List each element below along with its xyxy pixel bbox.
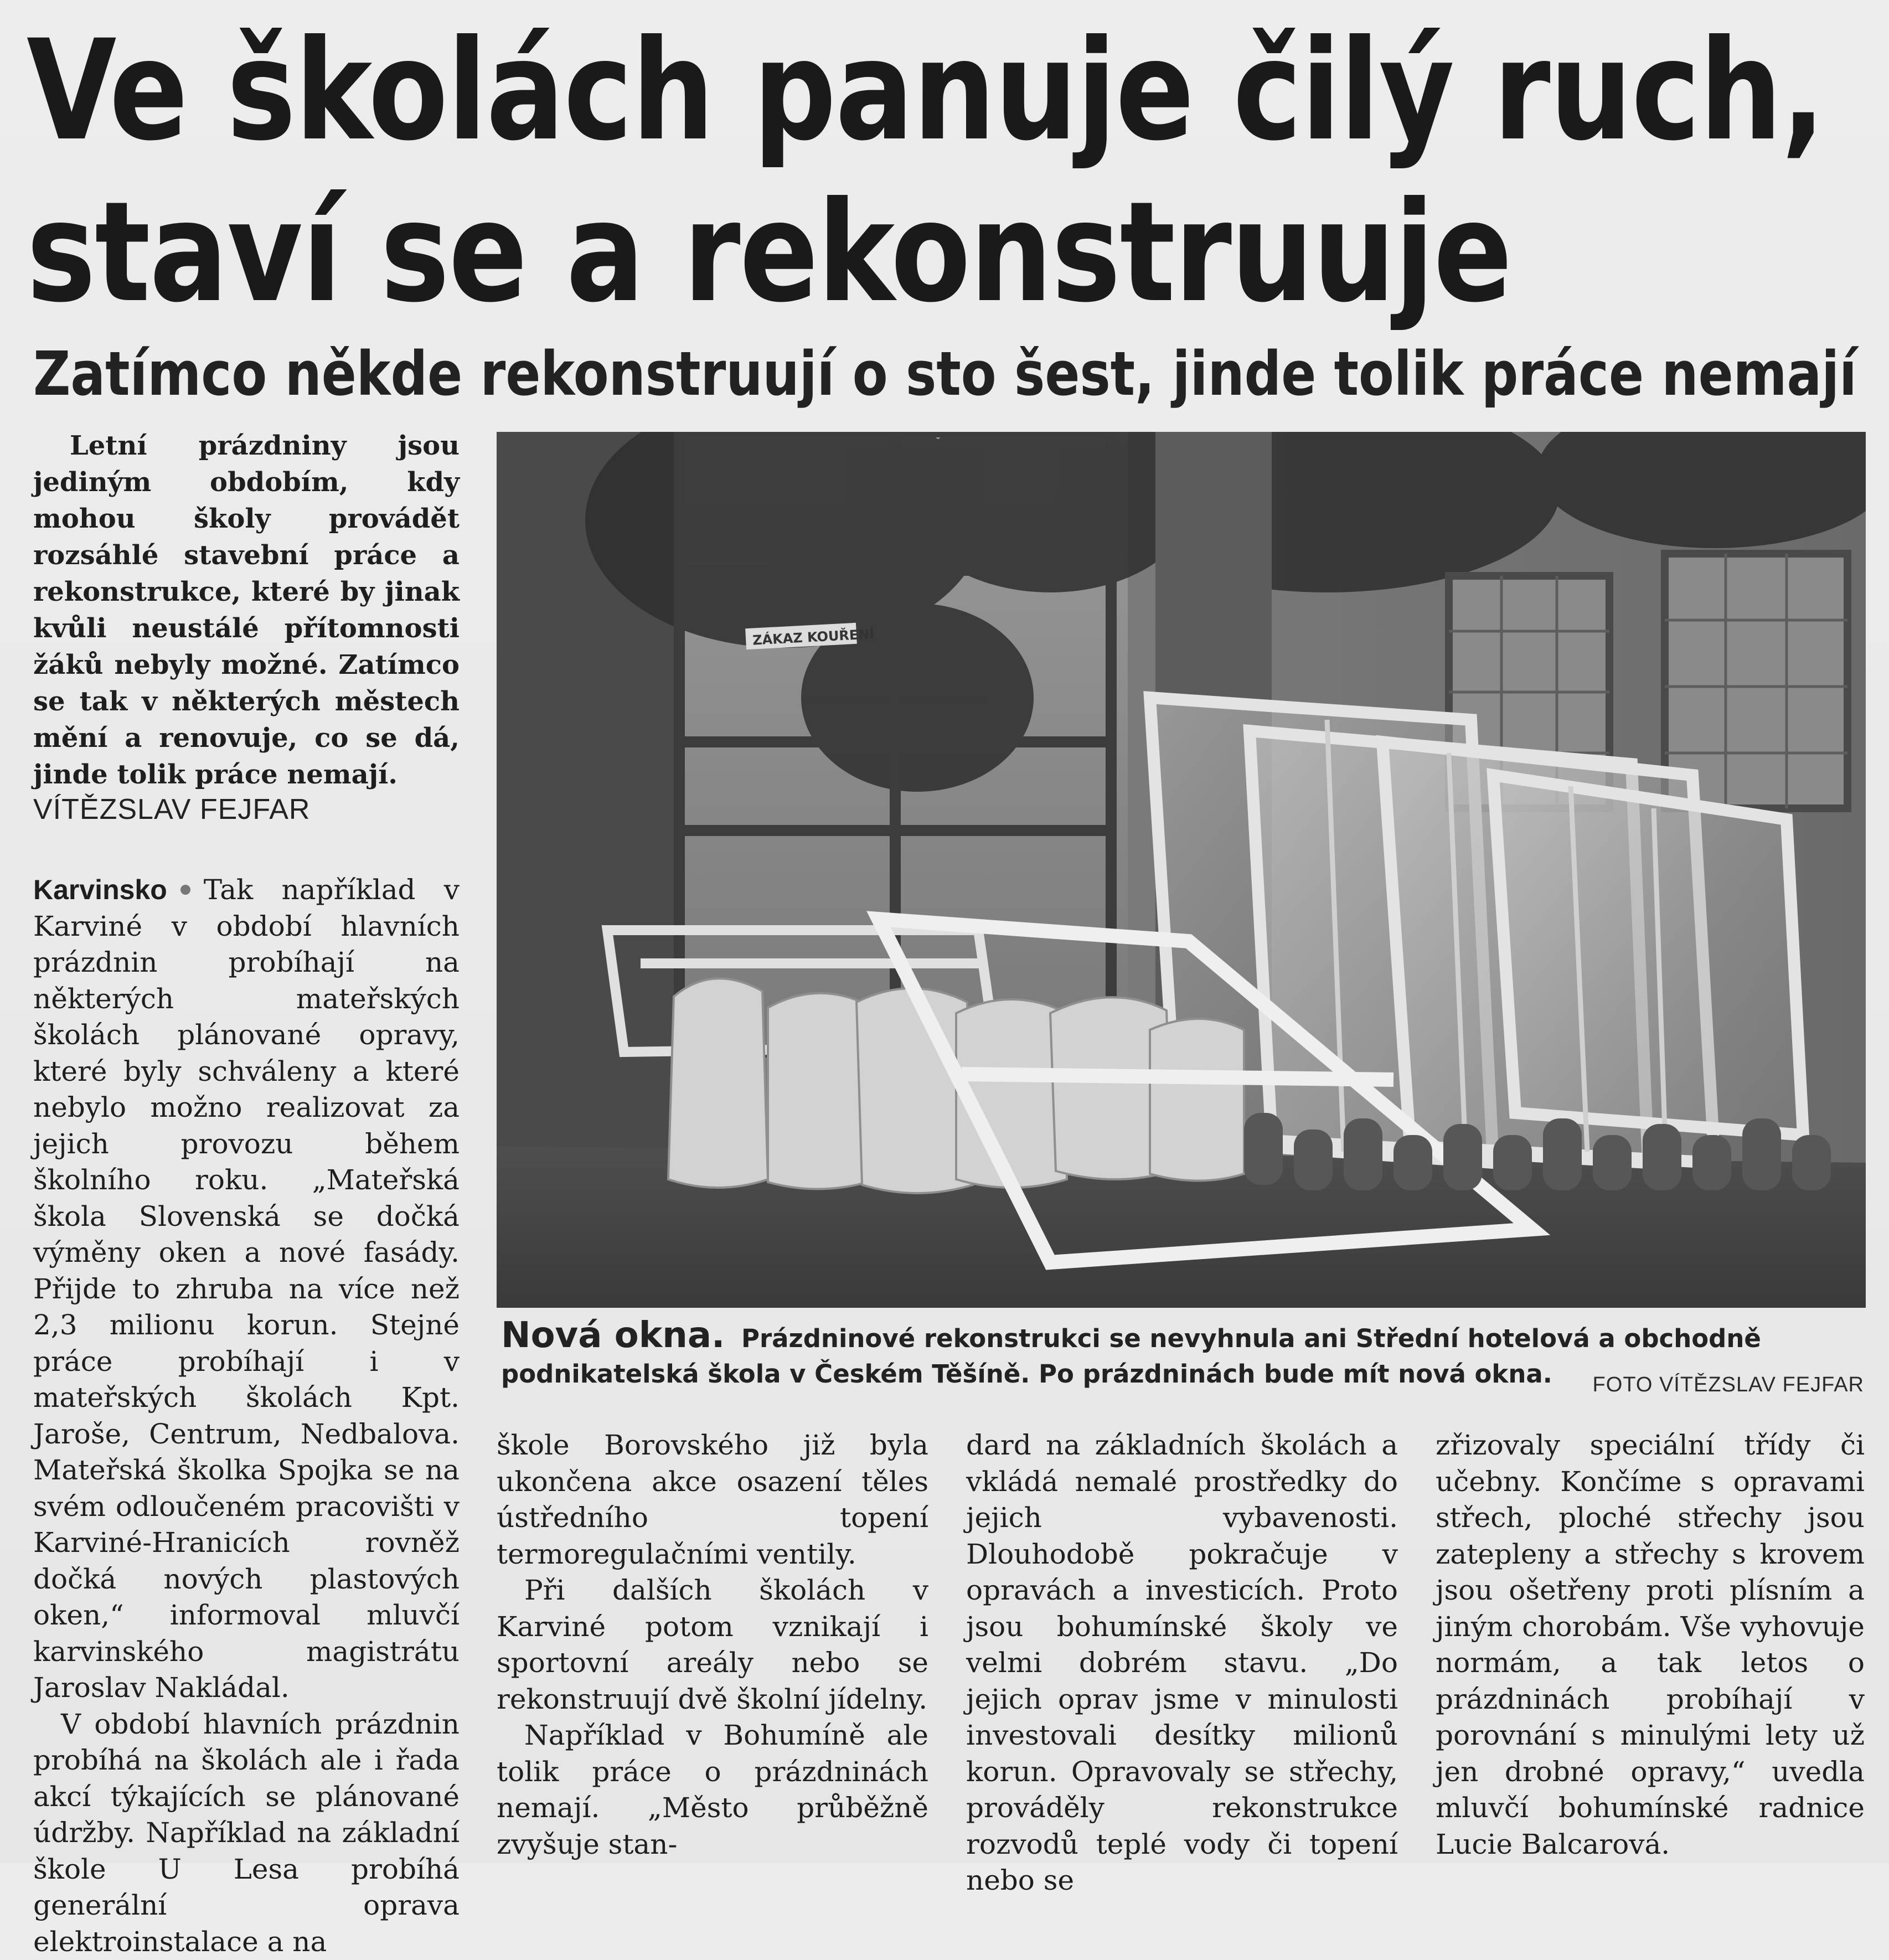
bullet-dot-icon [180,885,190,895]
headline-line-2: staví se a rekonstruuje [27,172,1571,333]
column-1-text-1: Tak například v Karviné v období hlavních prázdnin probíhají na některých mateřských školách plánované opravy, které byly schváleny a které nebylo možno realizovat za jejich provozu během školního roku. „Mateřská škola Slovenská se dočká výměny oken a nové fasády. Přijde to zhruba na více než 2,3 milionu korun. Stejné práce probíhají i v mateřských školách Kpt. Jaroše, Centrum, Nedbalova. Mateřská školka Spojka se na svém odloučeném pracovišti v Karviné-Hranicích rovněž dočká nových plastových oken,“ informoval mluvčí karvinského magistrátu Jaroslav Nakládal. [33,874,460,1704]
column-1-paragraph-2: V období hlavních prázdnin probíhá na školách ale i řada akcí týkajících se plánované údržby. Například na základní škole U Lesa probíhá generální oprava elektroinstalace a na [33,1706,460,1960]
headline-line-1: Ve školách panuje čilý ruch, [27,10,1571,172]
photo-new-windows [497,432,1866,1308]
article-column-1 [33,872,460,1960]
dateline: Karvinsko [33,874,167,905]
caption-text: Prázdninové rekonstrukci se nevyhnula ani Střední hotelová a obchodně podnikatelská škola v Českém Těšíně. Po prázdninách bude mít nová okna. [501,1324,1761,1389]
subheadline: Zatímco někde rekonstruují o sto šest, jinde tolik práce nemají [33,338,1857,410]
article-column-3 [966,1427,1398,1899]
article-column-2 [497,1427,928,1863]
article-column-4 [1436,1427,1865,1863]
column-2-paragraph-3: Například v Bohumíně ale tolik práce o prázdninách nemají. „Město průběžně zvyšuje stan- [497,1717,928,1863]
no-smoking-sign: ZÁKAZ KOUŘENÍ [752,626,874,648]
headline [27,10,1571,333]
column-2-paragraph-2: Při dalších školách v Karviné potom vznikají i sportovní areály nebo se rekonstruují dvě školní jídelny. [497,1572,928,1717]
column-2-paragraph-1: škole Borovského již byla ukončena akce osazení těles ústředního topení termoregulačními ventily. [497,1427,928,1572]
caption-title: Nová okna. [501,1315,725,1356]
column-3-paragraph-1: dard na základních školách a vkládá nemalé prostředky do jejich vybavenosti. Dlouhodobě pokračuje v opravách a investicích. Proto jsou bohumínské školy ve velmi dobrém stavu. „Do jejich oprav jsme v minulosti investovali desítky milionů korun. Opravovaly se střechy, prováděly rekonstrukce rozvodů teplé vody či topení nebo se [966,1427,1398,1899]
column-1-paragraph-1 [33,872,460,1706]
byline: VÍTĚZSLAV FEJFAR [33,793,460,826]
column-4-paragraph-1: zřizovaly speciální třídy či učebny. Končíme s opravami střech, ploché střechy jsou zatepleny a střechy s krovem jsou ošetřeny proti plísním a jiným chorobám. Vše vyhovuje normám, a tak letos o prázdninách probíhají v porovnání s minulými lety už jen drobné opravy,“ uvedla mluvčí bohumínské radnice Lucie Balcarová. [1436,1427,1865,1863]
lead-paragraph [33,427,460,793]
photo-credit: FOTO VÍTĚZSLAV FEJFAR [1593,1373,1864,1397]
lead-text: Letní prázdniny jsou jediným obdobím, kdy mohou školy provádět rozsáhlé stavební práce a rekonstrukce, které by jinak kvůli neustálé přítomnosti žáků nebyly možné. Zatímco se tak v některých městech mění a renovuje, co se dá, jinde tolik práce nemají. [33,427,460,793]
article-photo [497,432,1866,1308]
